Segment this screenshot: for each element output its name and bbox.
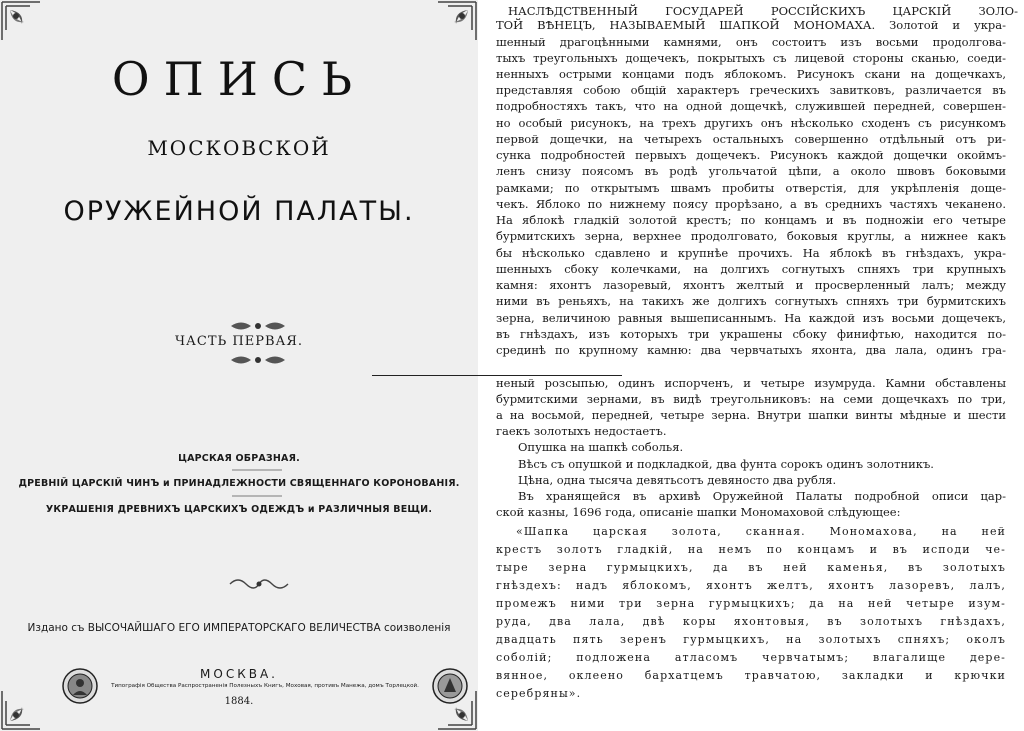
text-line: гаекъ золотыхъ недостаетъ. [496, 424, 667, 438]
year-label: 1884. [224, 696, 254, 707]
vignette-ornament-icon [229, 352, 287, 368]
quote-line: серебряны». [496, 687, 582, 700]
quote-line: «Шапка царская золота, сканная. Мономахова, на ней [516, 525, 1006, 538]
quote-line: тыре зерна гурмыцкихъ, да въ ней каменья, въ золотыхъ [496, 561, 1006, 574]
text-line: неный розсыпью, одинъ испорченъ, и четыре изумруда. Камни обставлены [496, 376, 1006, 390]
text-line: камня: яхонтъ лазоревый, яхонтъ желтый и просверленный лалъ; между [496, 278, 1006, 292]
quote-line: руда, два лала, двѣ коры яхонтовыя, въ золотыхъ гнѣздахъ, [496, 615, 1006, 628]
text-line: ской казны, 1696 года, описаніе шапки Мономаховой слѣдующее: [496, 505, 901, 519]
text-line: сунка подробностей первыхъ дощечекъ. Рисунокъ каждой дощечки окоймъ- [496, 148, 1006, 162]
text-line: срединѣ по крупному камню: два червчатыхъ яхонта, два лала, одинъ гра- [496, 343, 1006, 357]
text-line: подробностяхъ такъ, что на одной дощечкѣ, служившей передней, совершен- [496, 99, 1006, 113]
title-page [0, 0, 478, 731]
text-line: зерна, величиною равныя вышеписаннымъ. На каждой изъ восьми дощечекъ, [496, 311, 1006, 325]
title-main: ОПИСЬ [111, 52, 367, 106]
quote-line: вянное, оклеено бархатцемъ травчатою, закладки и крючки [496, 669, 1006, 682]
text-line: въ гнѣздахъ, изъ которыхъ три украшены сбоку финифтью, находится по- [496, 327, 1006, 341]
text-page [486, 0, 1024, 731]
title-heading: ОРУЖЕЙНОЙ ПАЛАТЫ. [63, 196, 415, 227]
section-title: ДРЕВНІЙ ЦАРСКІЙ ЧИНЪ и ПРИНАДЛЕЖНОСТИ СВЯЩЕННАГО КОРОНОВАНІЯ. [18, 478, 460, 489]
text-line: ними въ реньяхъ, на такихъ же долгихъ согнутыхъ спняхъ три бурмитскихъ [496, 294, 1006, 308]
quote-line: промежъ ними три зерна гурмыцкихъ; да на ней четыре изум- [496, 597, 1006, 610]
text-line: но особый рисунокъ, на трехъ другихъ онъ нѣсколько сходенъ съ рисункомъ [496, 116, 1006, 130]
text-line: Вѣсъ съ опушкой и подкладкой, два фунта сорокъ одинъ золотникъ. [518, 457, 934, 471]
text-line: а на восьмой, передней, четыре зерна. Внутри шапки винты мѣдные и шести [496, 408, 1006, 422]
text-line: НАСЛѢДСТВЕННЫЙ ГОСУДАРЕЙ РОССІЙСКИХЪ ЦАРСКІЙ ЗОЛО- [508, 4, 1018, 18]
text-line: шенныхъ сбоку колечками, на долгихъ согнутыхъ спняхъ три крупныхъ [496, 262, 1006, 276]
part-label: ЧАСТЬ ПЕРВАЯ. [174, 334, 303, 349]
text-line: Цѣна, одна тысяча девятьсотъ девяносто два рубля. [518, 473, 837, 487]
printer-imprint: Типографія Общества Распространенія Полезныхъ Книгъ, Моховая, противъ Манежа, домъ Торлецкой. [111, 683, 419, 689]
text-line: бурмитскими зернами, въ видѣ треугольниковъ: на семи дощечкахъ по три, [496, 392, 1006, 406]
quote-line: соболій; подложена атласомъ червчатымъ; влагалище дере- [496, 651, 1006, 664]
quote-line: крестъ золотъ гладкій, на немъ по концамъ и въ исподи че- [496, 543, 1006, 556]
divider-icon [232, 468, 282, 472]
city-label: МОСКВА. [200, 667, 278, 681]
text-line: тыхъ треугольныхъ дощечекъ, покрытыхъ съ лицевой стороны сканью, соеди- [496, 51, 1006, 65]
text-line: ненныхъ острыми концами подъ яблокомъ. Рисунокъ скани на дощечкахъ, [496, 67, 1006, 81]
publication-note: Издано съ ВЫСОЧАЙШАГО ЕГО ИМПЕРАТОРСКАГО ВЕЛИЧЕСТВА соизволенія [27, 622, 451, 634]
text-line: чекъ. Яблоко по нижнему поясу прорѣзано, а въ среднихъ частяхъ чеканено. [496, 197, 1006, 211]
vignette-ornament-icon [228, 576, 290, 592]
text-line: первой дощечки, на четырехъ остальныхъ совершенно отдѣльный отъ ри- [496, 132, 1006, 146]
text-line: представляя собою общій характеръ греческихъ завитковъ, различается въ [496, 83, 1006, 97]
seal-emblem-icon [432, 668, 468, 704]
corner-ornament-icon [0, 0, 56, 56]
text-line: шенный драгоцѣнными камнями, онъ состоитъ изъ восьми продолговa- [496, 35, 1006, 49]
vignette-ornament-icon [229, 318, 287, 334]
text-line: ТОЙ ВѢНЕЦЪ, НАЗЫВАЕМЫЙ ШАПКОЙ МОНОМАХА. Золотой и укра- [496, 18, 1006, 32]
text-line: рамками; по открытымъ швамъ пробиты отверстія, для укрѣпленія доще- [496, 181, 1006, 195]
quote-line: гнѣздехъ: надъ яблокомъ, яхонтъ желтъ, яхонтъ лазоревъ, лалъ, [496, 579, 1006, 592]
text-line: Въ хранящейся въ архивѣ Оружейной Палаты подробной описи цар- [518, 489, 1006, 503]
text-line: бы нѣсколько сдавлено и крупнѣе прочихъ. На яблокѣ въ гнѣздахъ, укра- [496, 246, 1006, 260]
divider-icon [232, 494, 282, 498]
section-title: УКРАШЕНІЯ ДРЕВНИХЪ ЦАРСКИХЪ ОДЕЖДЪ и РАЗЛИЧНЫЯ ВЕЩИ. [45, 504, 433, 515]
section-title: ЦАРСКАЯ ОБРАЗНАЯ. [178, 453, 300, 464]
title-subtitle: МОСКОВСКОЙ [147, 136, 331, 160]
text-line: бурмитскихъ зерна, верхнее продолговато, боковыя круглы, а нижнее какъ [496, 229, 1006, 243]
text-line: Опушка на шапкѣ соболья. [518, 440, 684, 454]
text-line: На яблокѣ гладкій золотой крестъ; по концамъ и въ подножіи его четыре [496, 213, 1006, 227]
corner-ornament-icon [422, 0, 478, 56]
quote-line: двадцать пять зеренъ гурмыцкихъ, на золотыхъ спняхъ; околъ [496, 633, 1006, 646]
text-line: ленъ снизу поясомъ въ родѣ угольчатой цѣпи, а около швовъ боковыми [496, 164, 1006, 178]
